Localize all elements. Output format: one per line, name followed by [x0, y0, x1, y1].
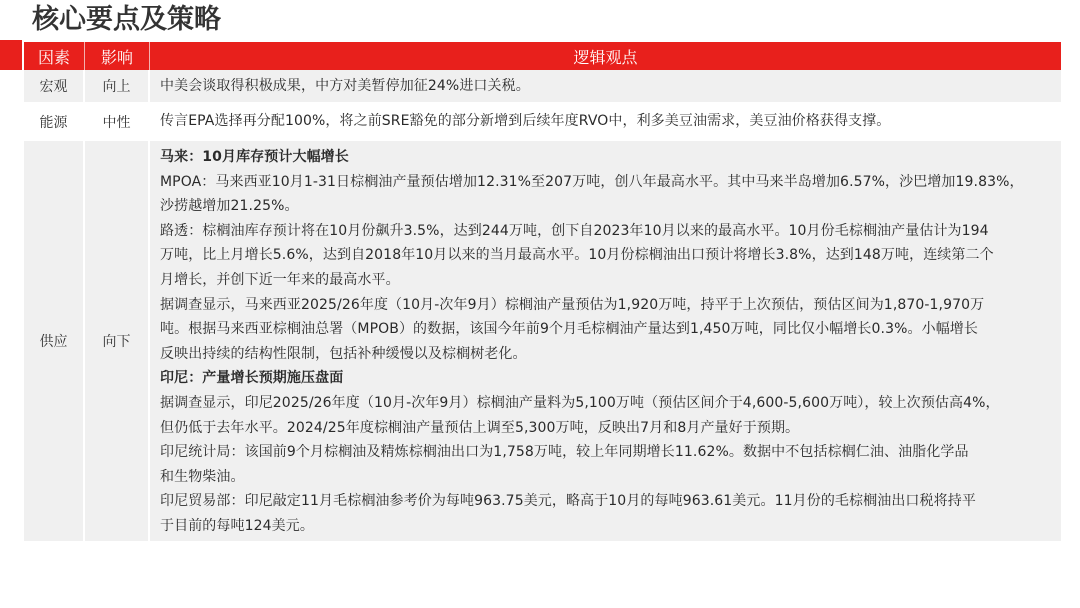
indonesia-trade-line: 印尼贸易部：印尼敲定11月毛棕榈油参考价为每吨963.75美元，略高于10月的每吨963.61美元。11月份的毛棕榈油出口税将持平: [160, 493, 976, 510]
header-logic: 逻辑观点: [150, 42, 1061, 70]
table-row-energy: [24, 106, 1061, 141]
malaysia-survey-line: 吨。根据马来西亚棕榈油总署（MPOB）的数据，该国今年前9个月毛棕榈油产量达到1,450万吨，同比仅小幅增长0.3%。小幅增长: [160, 321, 978, 338]
malaysia-mpoa-line: MPOA：马来西亚10月1-31日棕榈油产量预估增加12.31%至207万吨，创八年最高水平。其中马来半岛增加6.57%，沙巴增加19.83%，: [160, 173, 1024, 190]
malaysia-survey-line: 反映出持续的结构性限制，包括补种缓慢以及棕榈树老化。: [160, 345, 527, 362]
supply-logic: [160, 141, 1055, 541]
header-impact: 影响: [85, 42, 150, 70]
malaysia-reuters-line: 路透：棕榈油库存预计将在10月份飙升3.5%，达到244万吨，创下自2023年10月以来的最高水平。10月份毛棕榈油产量估计为194: [160, 222, 989, 239]
impact-cell: 向上: [85, 70, 150, 106]
logic-text: 中美会谈取得积极成果，中方对美暂停加征24%进口关税。: [160, 77, 530, 94]
factor-cell: 能源: [24, 106, 85, 141]
factor-cell: 宏观: [24, 70, 85, 106]
table-row-supply: [24, 141, 1061, 545]
malaysia-survey-line: 据调查显示，马来西亚2025/26年度（10月-次年9月）棕榈油产量预估为1,920万吨，持平于上次预估，预估区间为1,870-1,970万: [160, 296, 985, 313]
indonesia-survey-line: 但仍低于去年水平。2024/25年度棕榈油产量预估上调至5,300万吨，反映出7月和8月产量好于预期。: [160, 419, 800, 436]
factor-cell: 供应: [24, 141, 85, 545]
table-header-row: [24, 42, 1061, 70]
logic-text: 传言EPA选择再分配100%，将之前SRE豁免的部分新增到后续年度RVO中，利多美豆油需求，美豆油价格获得支撑。: [160, 113, 891, 129]
factor-table: [24, 42, 1061, 545]
indonesia-statistics-line: 印尼统计局：该国前9个月棕榈油及精炼棕榈油出口为1,758万吨，较上年同期增长11.62%。数据中不包括棕榈仁油、油脂化学品: [160, 444, 969, 461]
malaysia-mpoa-line: 沙捞越增加21.25%。: [160, 198, 299, 215]
malaysia-reuters-line: 月增长，并创下近一年来的最高水平。: [160, 271, 400, 288]
indonesia-statistics-line: 和生物柴油。: [160, 468, 245, 485]
indonesia-trade-line: 于目前的每吨124美元。: [160, 517, 314, 534]
impact-cell: 中性: [85, 106, 150, 141]
impact-cell: 向下: [85, 141, 150, 545]
table-row-macro: [24, 70, 1061, 106]
title-accent-bar: [0, 40, 22, 70]
indonesia-survey-line: 据调查显示，印尼2025/26年度（10月-次年9月）棕榈油产量料为5,100万吨（预估区间介于4,600-5,600万吨），较上次预估高4%，: [160, 394, 1000, 411]
malaysia-heading: 马来：10月库存预计大幅增长: [160, 149, 349, 165]
header-factor: 因素: [24, 42, 85, 70]
page-title: 核心要点及策略: [32, 4, 221, 35]
indonesia-heading: 印尼：产量增长预期施压盘面: [160, 370, 344, 387]
malaysia-reuters-line: 万吨，比上月增长5.6%，达到自2018年10月以来的当月最高水平。10月份棕榈油出口预计将增长3.8%，达到148万吨，连续第二个: [160, 247, 994, 264]
